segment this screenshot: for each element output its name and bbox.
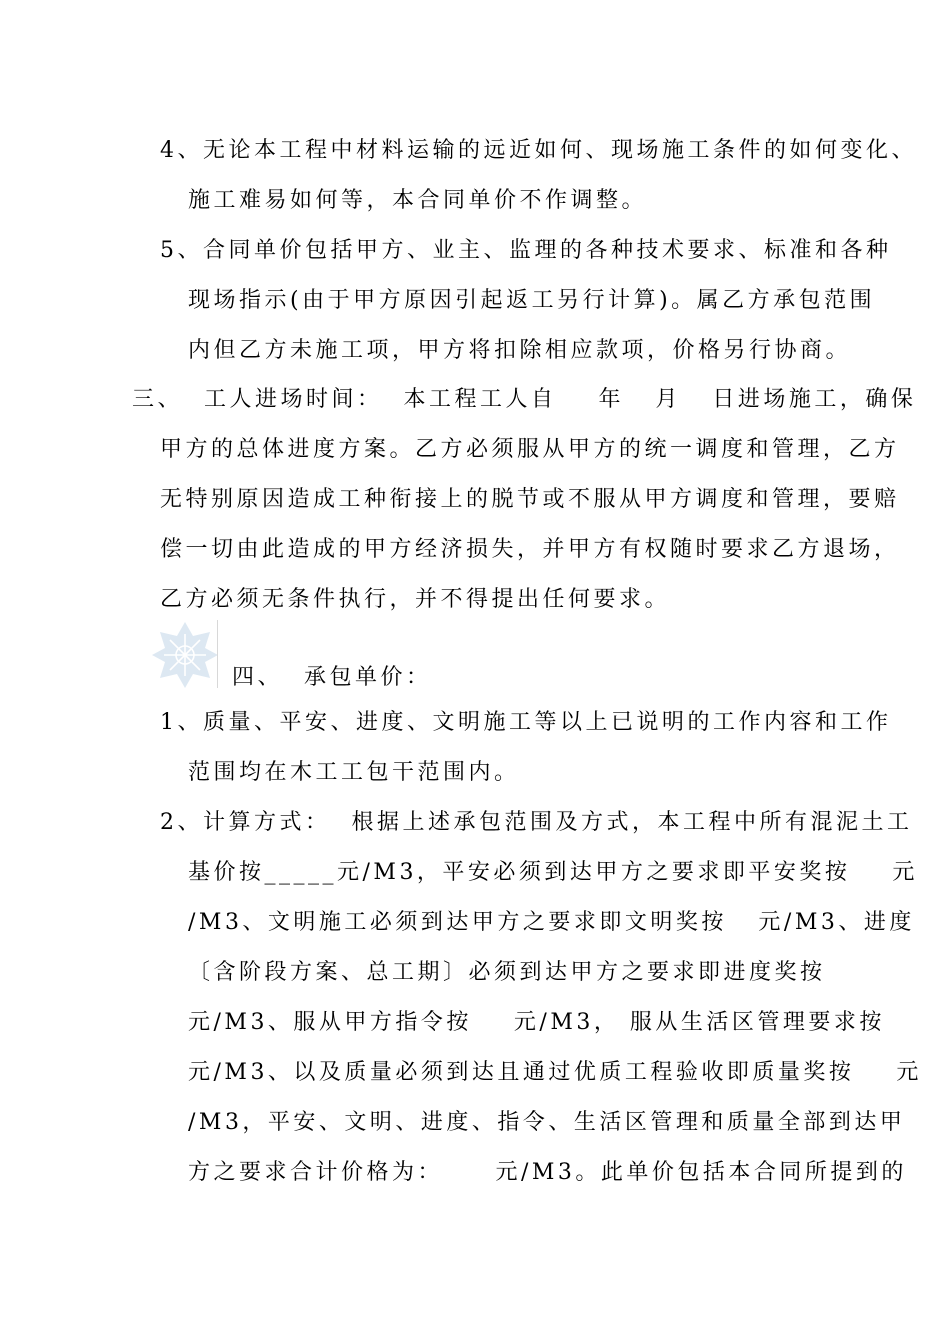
snowflake-watermark-icon [150, 620, 220, 690]
text-line-3: 5、合同单价包括甲方、业主、监理的各种技术要求、标准和各种 [160, 238, 892, 263]
text-line-18: 元/M3、服从甲方指令按 元/M3， 服从生活区管理要求按 [188, 1010, 885, 1035]
text-line-19: 元/M3、以及质量必须到达且通过优质工程验收即质量奖按 元 [188, 1060, 922, 1085]
text-line-1: 4、无论本工程中材料运输的远近如何、现场施工条件的如何变化、 [160, 138, 917, 163]
text-line-21: 方之要求合计价格为： 元/M3。此单价包括本合同所提到的 [188, 1160, 907, 1185]
text-line-15: 基价按_____元/M3，平安必须到达甲方之要求即平安奖按 元 [188, 860, 918, 885]
text-line-17: 〔含阶段方案、总工期〕必须到达甲方之要求即进度奖按 [188, 960, 826, 985]
text-line-7: 甲方的总体进度方案。乙方必须服从甲方的统一调度和管理，乙方 [160, 437, 900, 462]
text-line-8: 无特别原因造成工种衔接上的脱节或不服从甲方调度和管理，要赔 [160, 487, 900, 512]
text-line-10: 乙方必须无条件执行，并不得提出任何要求。 [160, 587, 671, 612]
text-line-16: /M3、文明施工必须到达甲方之要求即文明奖按 元/M3、进度 [188, 910, 915, 935]
text-line-2: 施工难易如何等，本合同单价不作调整。 [188, 188, 648, 213]
text-line-20: /M3，平安、文明、进度、指令、生活区管理和质量全部到达甲 [188, 1110, 906, 1135]
text-line-13: 范围均在木工工包干范围内。 [188, 760, 520, 785]
text-line-4: 现场指示(由于甲方原因引起返工另行计算)。属乙方承包范围 [188, 288, 876, 313]
margin-divider [217, 620, 218, 688]
text-line-12: 1、质量、平安、进度、文明施工等以上已说明的工作内容和工作 [160, 710, 892, 735]
text-line-14: 2、计算方式： 根据上述承包范围及方式，本工程中所有混泥土工 [160, 810, 913, 835]
text-line-5: 内但乙方未施工项，甲方将扣除相应款项，价格另行协商。 [188, 338, 852, 363]
section-three-heading-line: 三、 工人进场时间： 本工程工人自 年 月 日进场施工，确保 [132, 387, 917, 412]
section-four-heading: 四、 承包单价： [232, 665, 432, 690]
text-line-9: 偿一切由此造成的甲方经济损失，并甲方有权随时要求乙方退场， [160, 537, 900, 562]
